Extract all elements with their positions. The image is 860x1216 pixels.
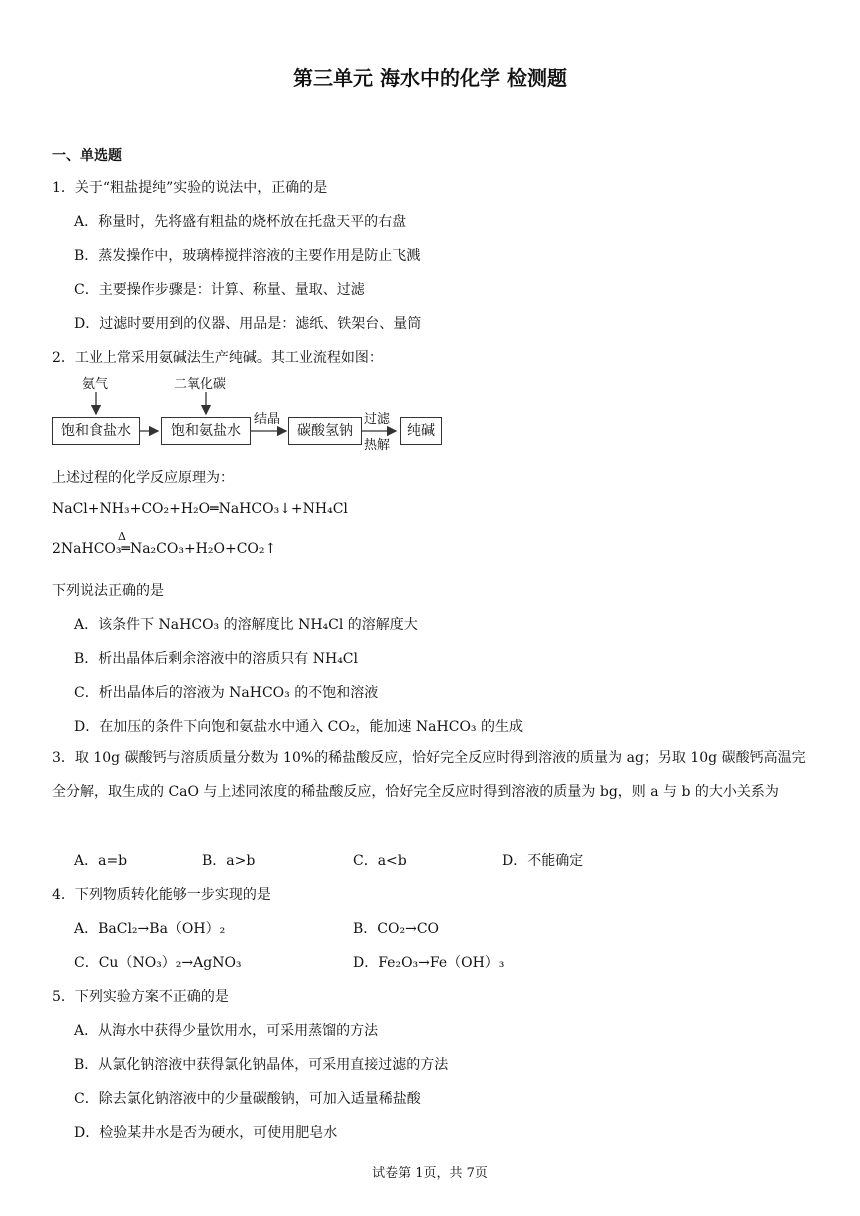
- q1-option-d: D．过滤时要用到的仪器、用品是：滤纸、铁架台、量筒: [74, 316, 422, 332]
- q2-equation-2: 2NaHCO₃═Na₂CO₃+H₂O+CO₂↑: [52, 541, 277, 557]
- q2-equation-2-wrap: [52, 530, 277, 557]
- flow-step-heat: 热解: [364, 438, 391, 453]
- q4-option-c: C．Cu（NO₃）₂→AgNO₃: [74, 955, 242, 971]
- q3-option-c: C．a<b: [353, 853, 407, 869]
- flow-input-ammonia: 氨气: [82, 377, 109, 392]
- q1-option-a: A．称量时，先将盛有粗盐的烧杯放在托盘天平的右盘: [74, 214, 407, 230]
- question-1-stem: 1．关于“粗盐提纯”实验的说法中，正确的是: [52, 180, 328, 196]
- q2-equation-1: NaCl+NH₃+CO₂+H₂O═NaHCO₃↓+NH₄Cl: [52, 501, 348, 517]
- page-title: 第三单元 海水中的化学 检测题: [293, 66, 567, 90]
- q3-option-a: A．a=b: [74, 853, 128, 869]
- heat-condition-symbol: Δ: [118, 530, 126, 543]
- q4-option-a: A．BaCl₂→Ba（OH）₂: [74, 921, 226, 937]
- flow-step-filter: 过滤: [364, 412, 391, 427]
- flow-box-soda-ash: 纯碱: [400, 417, 442, 445]
- flow-box-saturated-brine: 饱和食盐水: [52, 417, 140, 445]
- process-flow-diagram: [52, 370, 452, 453]
- question-4-stem: 4．下列物质转化能够一步实现的是: [52, 887, 271, 903]
- q5-option-b: B．从氯化钠溶液中获得氯化钠晶体，可采用直接过滤的方法: [74, 1057, 449, 1073]
- q2-principle: 上述过程的化学反应原理为：: [52, 470, 234, 486]
- page-footer: 试卷第 1页，共 7页: [372, 1166, 488, 1181]
- q3-option-d: D．不能确定: [502, 853, 584, 869]
- q3-option-b: B．a>b: [202, 853, 256, 869]
- flow-box-ammoniated-brine: 饱和氨盐水: [161, 417, 251, 445]
- q4-option-b: B．CO₂→CO: [353, 921, 440, 937]
- section-heading: 一、单选题: [52, 148, 122, 164]
- flow-box-sodium-bicarbonate: 碳酸氢钠: [288, 417, 362, 445]
- q2-option-b: B．析出晶体后剩余溶液中的溶质只有 NH₄Cl: [74, 651, 358, 667]
- flow-input-co2: 二氧化碳: [174, 377, 227, 392]
- q4-option-d: D．Fe₂O₃→Fe（OH）₃: [353, 955, 505, 971]
- question-2-stem: 2．工业上常采用氨碱法生产纯碱。其工业流程如图：: [52, 350, 383, 366]
- q1-option-b: B．蒸发操作中，玻璃棒搅拌溶液的主要作用是防止飞溅: [74, 248, 421, 264]
- q5-option-d: D．检验某井水是否为硬水，可使用肥皂水: [74, 1125, 338, 1141]
- q5-option-c: C．除去氯化钠溶液中的少量碳酸钠，可加入适量稀盐酸: [74, 1091, 421, 1107]
- question-3-stem: 3．取 10g 碳酸钙与溶质质量分数为 10%的稀盐酸反应，恰好完全反应时得到溶液的质量为 ag；另取 10g 碳酸钙高温完全分解，取生成的 CaO 与上述同浓度的稀盐酸反应，恰好完全反应时得到溶液的质量为 bg，则 a 与 b 的大小关系为: [52, 750, 806, 800]
- q5-option-a: A．从海水中获得少量饮用水，可采用蒸馏的方法: [74, 1023, 379, 1039]
- q2-option-d: D．在加压的条件下向饱和氨盐水中通入 CO₂，能加速 NaHCO₃ 的生成: [74, 719, 523, 735]
- question-5-stem: 5．下列实验方案不正确的是: [52, 989, 229, 1005]
- q2-lead: 下列说法正确的是: [52, 583, 164, 599]
- q1-option-c: C．主要操作步骤是：计算、称量、量取、过滤: [74, 282, 365, 298]
- q2-option-c: C．析出晶体后的溶液为 NaHCO₃ 的不饱和溶液: [74, 685, 379, 701]
- flow-step-crystallize: 结晶: [254, 412, 281, 427]
- q2-option-a: A．该条件下 NaHCO₃ 的溶解度比 NH₄Cl 的溶解度大: [74, 617, 418, 633]
